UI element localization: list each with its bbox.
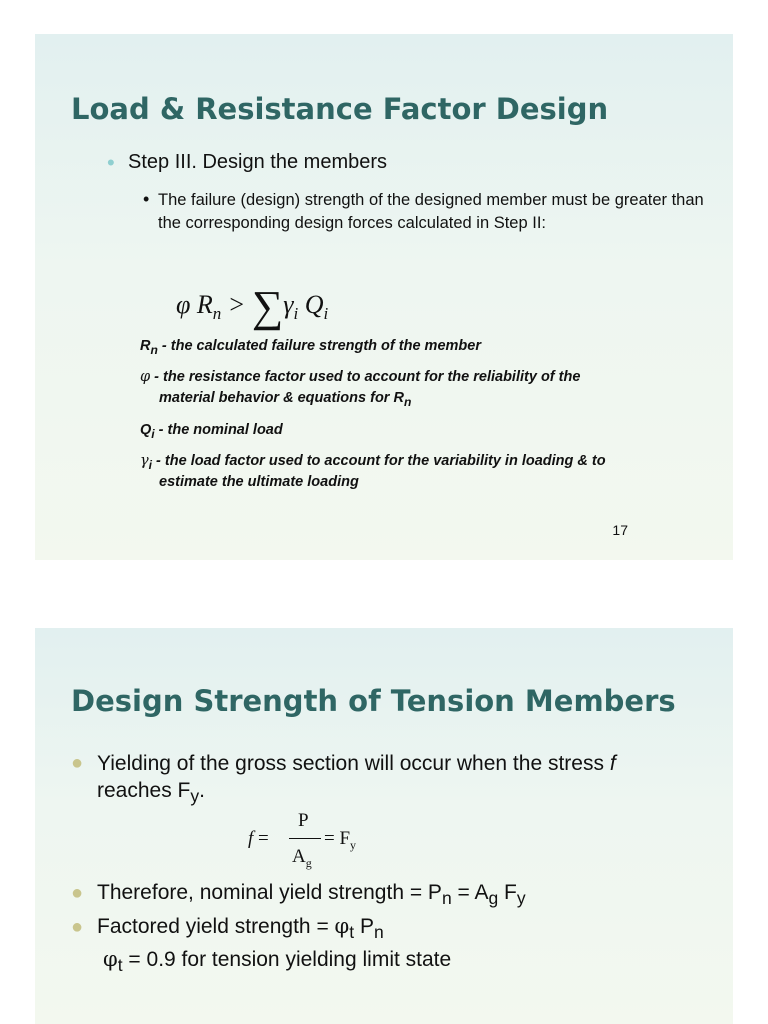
design-inequality: φ $R_n > \sum\gamma_i$ $Q_i$ <box>176 282 329 331</box>
def-phi-cont: material behavior & equations for $R_n$ <box>159 390 412 409</box>
sub-bullet-text: The failure (design) strength of the designed member must be greater than the corresponding design forces calculated in Step II: <box>158 191 704 232</box>
def-qi: $Q_i$ - the nominal load <box>140 422 283 441</box>
sub-bullet-icon: • <box>143 189 150 209</box>
phi-t-value: $\varphi_t = 0.9$ for tension yielding limit state <box>103 947 452 976</box>
def-rn: $R_n$ - the calculated failure strength of the member <box>140 338 481 357</box>
slide-tension-members <box>35 628 733 1024</box>
def-gamma: $\gamma_i$ - the load factor used to account for the variability in loading & to <box>140 453 606 472</box>
bullet-factored-yield: Factored yield strength = $\varphi_t$ $P_n$ <box>97 914 384 943</box>
yield-stress-equation: f = P $A_g$ = $F_y$ <box>248 810 357 870</box>
def-phi: φ - the resistance factor used to account for the reliability of the <box>140 369 581 385</box>
bullet-nominal-yield: Therefore, nominal yield strength = $P_n = A_g$ $F_y$ <box>97 881 526 909</box>
fraction-bar <box>289 838 321 839</box>
bullet-icon: ● <box>71 752 84 774</box>
bullet-yielding: Yielding of the gross section will occur when the stress f reaches $F_y$. <box>97 752 616 807</box>
bullet-icon: ● <box>71 916 84 938</box>
bullet-icon: • <box>107 150 115 175</box>
page-number: 17 <box>612 522 628 538</box>
slide-lrfd <box>35 34 733 560</box>
slide-title: Load & Resistance Factor Design <box>71 92 609 126</box>
slide-title: Design Strength of Tension Members <box>71 684 676 718</box>
def-gamma-cont: estimate the ultimate loading <box>159 474 359 490</box>
bullet-icon: ● <box>71 882 84 904</box>
bullet-step-iii: Step III. Design the members <box>128 151 388 173</box>
